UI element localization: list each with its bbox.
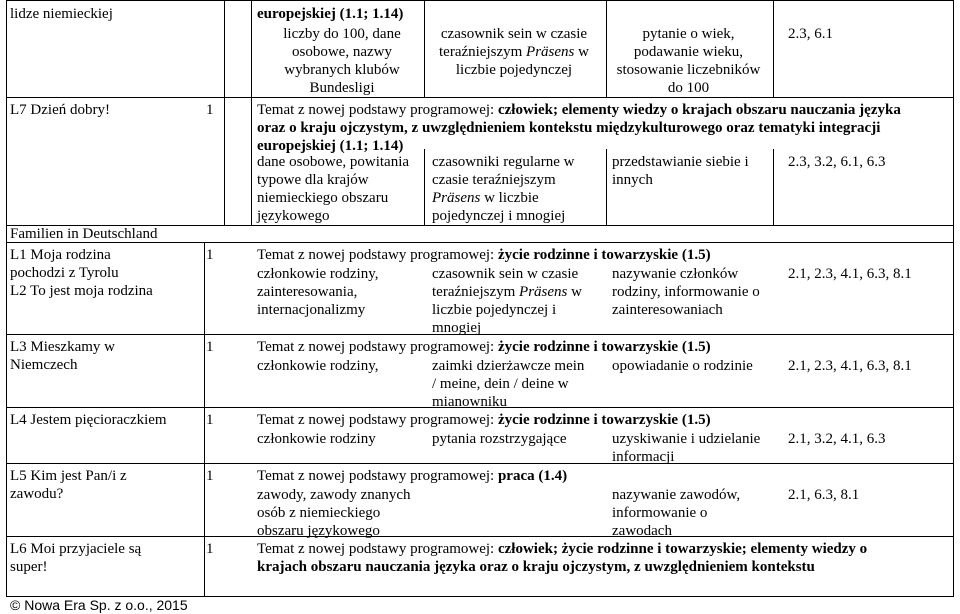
lesson-title: L6 Moi przyjaciele są super! xyxy=(10,541,142,575)
lesson-title: L1 Moja rodzina pochodzi z Tyrolu L2 To jest moja rodzina xyxy=(10,247,153,299)
vocab-cell: dane osobowe, powitania typowe dla krajów niemieckiego obszaru językowego xyxy=(257,154,410,224)
hours-cell: 1 xyxy=(206,102,214,118)
hours-cell: 1 xyxy=(206,247,214,263)
vocab-cell: zawody, zawody znanych osób z niemieckiego obszaru językowego xyxy=(257,487,411,539)
functions-cell: nazywanie zawodów, informowanie o zawodach xyxy=(612,487,741,539)
functions-cell: pytanie o wiek, podawanie wieku, stosowanie liczebników do 100 xyxy=(616,26,761,96)
hours-cell: 1 xyxy=(206,541,214,557)
vocab-cell: członkowie rodziny xyxy=(257,431,376,447)
requirements-cell: 2.1, 3.2, 4.1, 6.3 xyxy=(788,431,886,447)
lesson-title: L3 Mieszkamy w Niemczech xyxy=(10,339,115,373)
requirements-cell: 2.1, 2.3, 4.1, 6.3, 8.1 xyxy=(788,358,912,374)
theme-text: europejskiej (1.1; 1.14) xyxy=(257,6,404,22)
theme-text: Temat z nowej podstawy programowej: życie rodzinne i towarzyskie (1.5) xyxy=(257,247,711,263)
lesson-title: L5 Kim jest Pan/i z zawodu? xyxy=(10,468,127,502)
functions-cell: opowiadanie o rodzinie xyxy=(612,358,753,374)
lesson-title: lidze niemieckiej xyxy=(10,6,113,22)
functions-cell: nazywanie członków rodziny, informowanie o zainteresowaniach xyxy=(612,266,760,318)
lesson-title: L4 Jestem pięcioraczkiem xyxy=(10,412,167,428)
functions-cell: uzyskiwanie i udzielanie informacji xyxy=(612,431,761,465)
grammar-cell: czasownik sein w czasie teraźniejszym Präsens w liczbie pojedynczej i mnogiej xyxy=(432,266,582,336)
theme-text: Temat z nowej podstawy programowej: życie rodzinne i towarzyskie (1.5) xyxy=(257,412,711,428)
theme-text: Temat z nowej podstawy programowej: człowiek; elementy wiedzy o krajach obszaru nauczania języka oraz o kraju ojczystym, z uwzględnieniem kontekstu międzykulturowego oraz tematyki integracji europejskiej (1.1; 1.14) xyxy=(257,102,901,154)
theme-text: Temat z nowej podstawy programowej: praca (1.4) xyxy=(257,468,568,484)
lesson-title: L7 Dzień dobry! xyxy=(10,102,110,118)
functions-cell: przedstawianie siebie i innych xyxy=(612,154,749,188)
vocab-cell: liczby do 100, dane osobowe, nazwy wybranych klubów Bundesligi xyxy=(283,26,401,96)
grammar-cell: czasowniki regularne w czasie teraźniejszym Präsens w liczbie pojedynczej i mnogiej xyxy=(432,154,575,224)
section-title: Familien in Deutschland xyxy=(10,226,158,242)
requirements-cell: 2.1, 6.3, 8.1 xyxy=(788,487,860,503)
hours-cell: 1 xyxy=(206,468,214,484)
requirements-cell: 2.3, 6.1 xyxy=(788,26,833,42)
requirements-cell: 2.3, 3.2, 6.1, 6.3 xyxy=(788,154,886,170)
hours-cell: 1 xyxy=(206,339,214,355)
vocab-cell: członkowie rodziny, zainteresowania, internacjonalizmy xyxy=(257,266,379,318)
grammar-cell: zaimki dzierżawcze mein / meine, dein / deine w mianowniku xyxy=(432,358,585,410)
theme-text: Temat z nowej podstawy programowej: życie rodzinne i towarzyskie (1.5) xyxy=(257,339,711,355)
grammar-cell: pytania rozstrzygające xyxy=(432,431,567,447)
copyright-footer: © Nowa Era Sp. z o.o., 2015 xyxy=(10,597,188,613)
vocab-cell: członkowie rodziny, xyxy=(257,358,379,374)
grammar-cell: czasownik sein w czasie teraźniejszym Präsens w liczbie pojedynczej xyxy=(439,26,589,78)
theme-text: Temat z nowej podstawy programowej: człowiek; życie rodzinne i towarzyskie; elementy wiedzy o krajach obszaru nauczania języka oraz o kraju ojczystym, z uwzględnieniem kontekstu xyxy=(257,541,868,575)
requirements-cell: 2.1, 2.3, 4.1, 6.3, 8.1 xyxy=(788,266,912,282)
hours-cell: 1 xyxy=(206,412,214,428)
